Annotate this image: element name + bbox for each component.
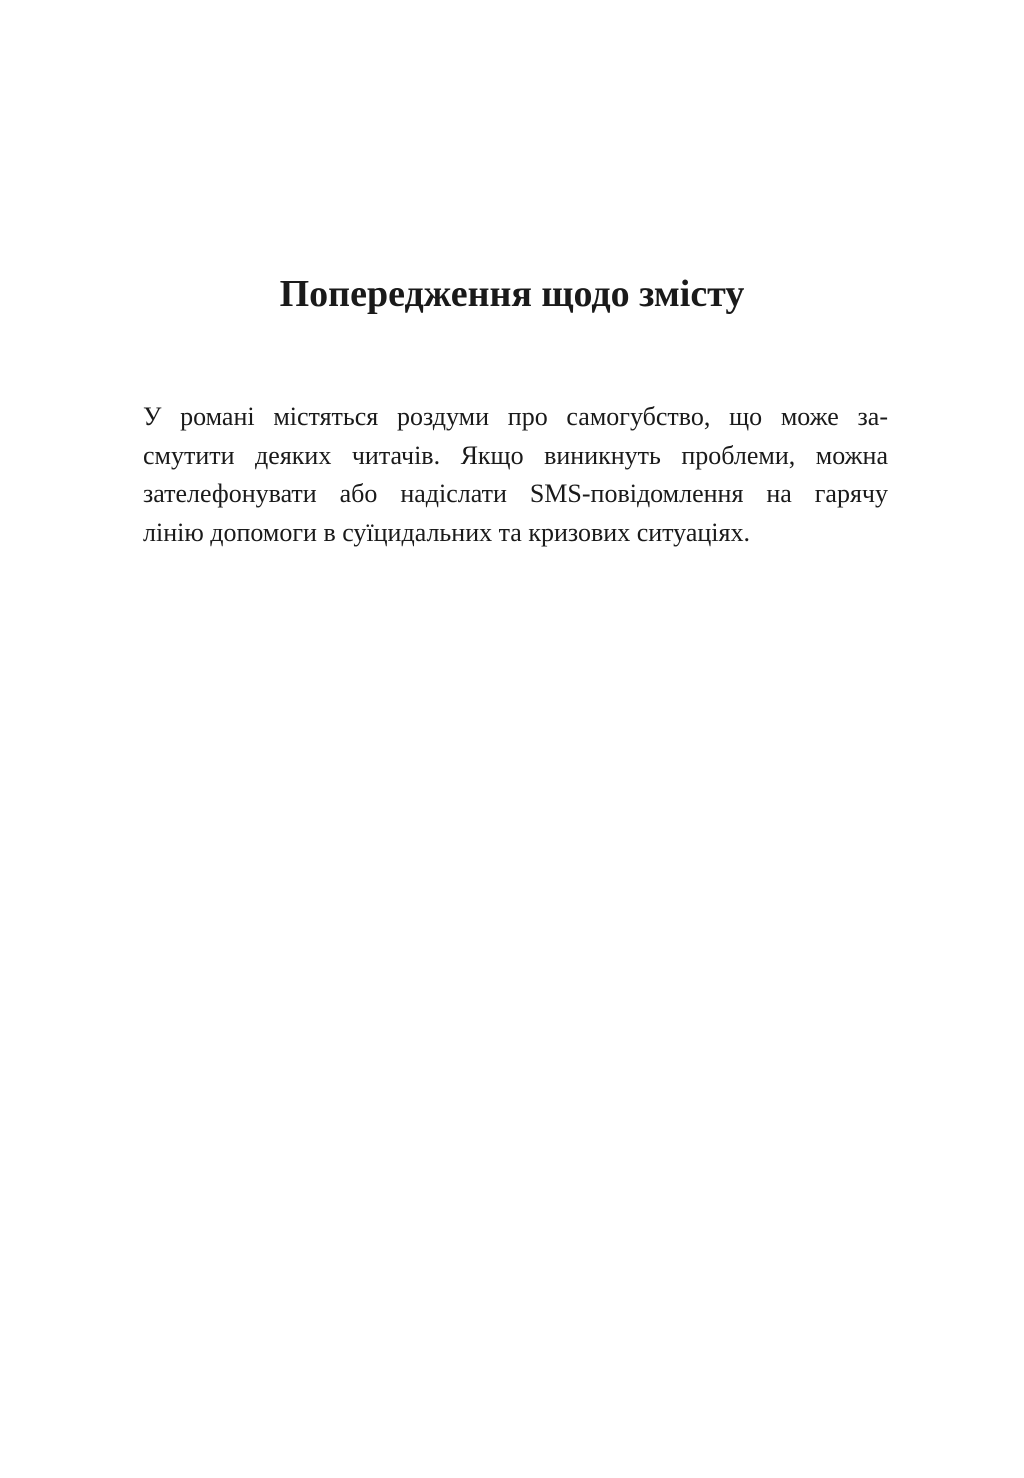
paragraph-line: лінію допомоги в суїцидальних та кризових ситуаціях. — [143, 517, 750, 547]
paragraph-line: смутити деяких читачів. Якщо виникнуть проблеми, можна — [143, 440, 888, 470]
content-warning-paragraph — [143, 398, 888, 552]
paragraph-line: зателефонувати або надіслати SMS-повідомлення на гарячу — [143, 479, 888, 508]
paragraph-line: У романі містяться роздуми про самогубство, що може за- — [143, 402, 888, 431]
page-title: Попередження щодо змісту — [279, 273, 745, 315]
